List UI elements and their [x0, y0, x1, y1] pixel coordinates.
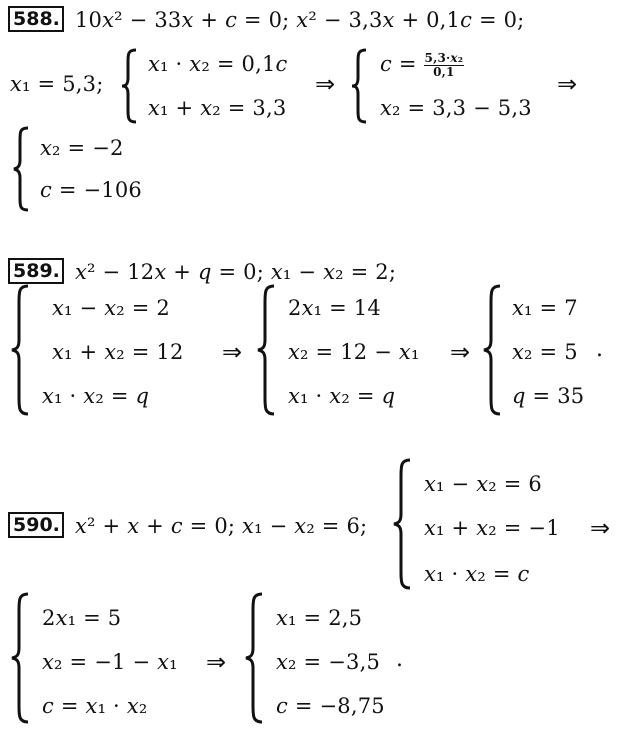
left-brace-icon: [256, 284, 278, 416]
left-brace-icon: [482, 284, 504, 416]
problem-number-588: 588.: [8, 6, 64, 32]
implies-icon: ⇒: [590, 514, 611, 542]
system-row: x₂ = −3,5: [276, 650, 381, 674]
left-brace-icon: [244, 592, 266, 724]
c-lhs: c =: [380, 52, 417, 76]
left-brace-icon: [350, 48, 370, 124]
result-row: c = −106: [40, 178, 142, 202]
left-brace-icon: [10, 284, 32, 416]
system-row: x₂ = −1 − x₁: [42, 650, 178, 674]
problem-number-590: 590.: [8, 512, 64, 538]
fraction-numerator: 5,3·x₂: [424, 51, 464, 65]
fraction-denominator: 0,1: [433, 65, 455, 79]
system-row: 2x₁ = 5: [42, 606, 122, 630]
implies-icon: ⇒: [450, 338, 471, 366]
left-brace-icon: [12, 126, 32, 212]
implies-icon: ⇒: [206, 648, 227, 676]
equation-line: 10x² − 33x + c = 0; x² − 3,3x + 0,1c = 0;: [75, 8, 525, 32]
system-row: [380, 52, 464, 79]
system-row: 2x₁ = 14: [288, 296, 381, 320]
system-row: x₁ − x₂ = 2: [52, 296, 170, 320]
left-brace-icon: [120, 48, 140, 124]
result-row: x₂ = −2: [40, 136, 124, 160]
implies-icon: ⇒: [222, 338, 243, 366]
system-row: x₁ + x₂ = 12: [52, 340, 184, 364]
period: .: [396, 647, 404, 672]
system-row: x₁ · x₂ = c: [424, 562, 530, 586]
system-row: c = −8,75: [276, 694, 385, 718]
system-row: x₁ · x₂ = q: [288, 384, 396, 408]
system-row: x₁ + x₂ = 3,3: [148, 96, 287, 120]
system-row: x₁ = 7: [512, 296, 578, 320]
system-row: x₁ · x₂ = 0,1c: [148, 52, 288, 76]
system-row: x₂ = 3,3 − 5,3: [380, 96, 532, 120]
implies-icon: ⇒: [557, 70, 578, 98]
system-row: x₁ = 2,5: [276, 606, 363, 630]
left-brace-icon: [392, 458, 414, 590]
system-row: x₂ = 5: [512, 340, 578, 364]
system-row: c = x₁ · x₂: [42, 694, 148, 718]
root-value: x₁ = 5,3;: [10, 72, 104, 96]
equation-line: x² − 12x + q = 0; x₁ − x₂ = 2;: [75, 260, 397, 284]
system-row: x₁ + x₂ = −1: [424, 516, 560, 540]
left-brace-icon: [10, 592, 32, 724]
period: .: [596, 337, 604, 362]
system-row: x₁ · x₂ = q: [42, 384, 150, 408]
fraction: [424, 52, 465, 79]
problem-number-589: 589.: [8, 258, 64, 284]
equation-line: x² + x + c = 0; x₁ − x₂ = 6;: [75, 514, 368, 538]
system-row: x₂ = 12 − x₁: [288, 340, 420, 364]
implies-icon: ⇒: [315, 70, 336, 98]
system-row: x₁ − x₂ = 6: [424, 472, 542, 496]
system-row: q = 35: [512, 384, 585, 408]
